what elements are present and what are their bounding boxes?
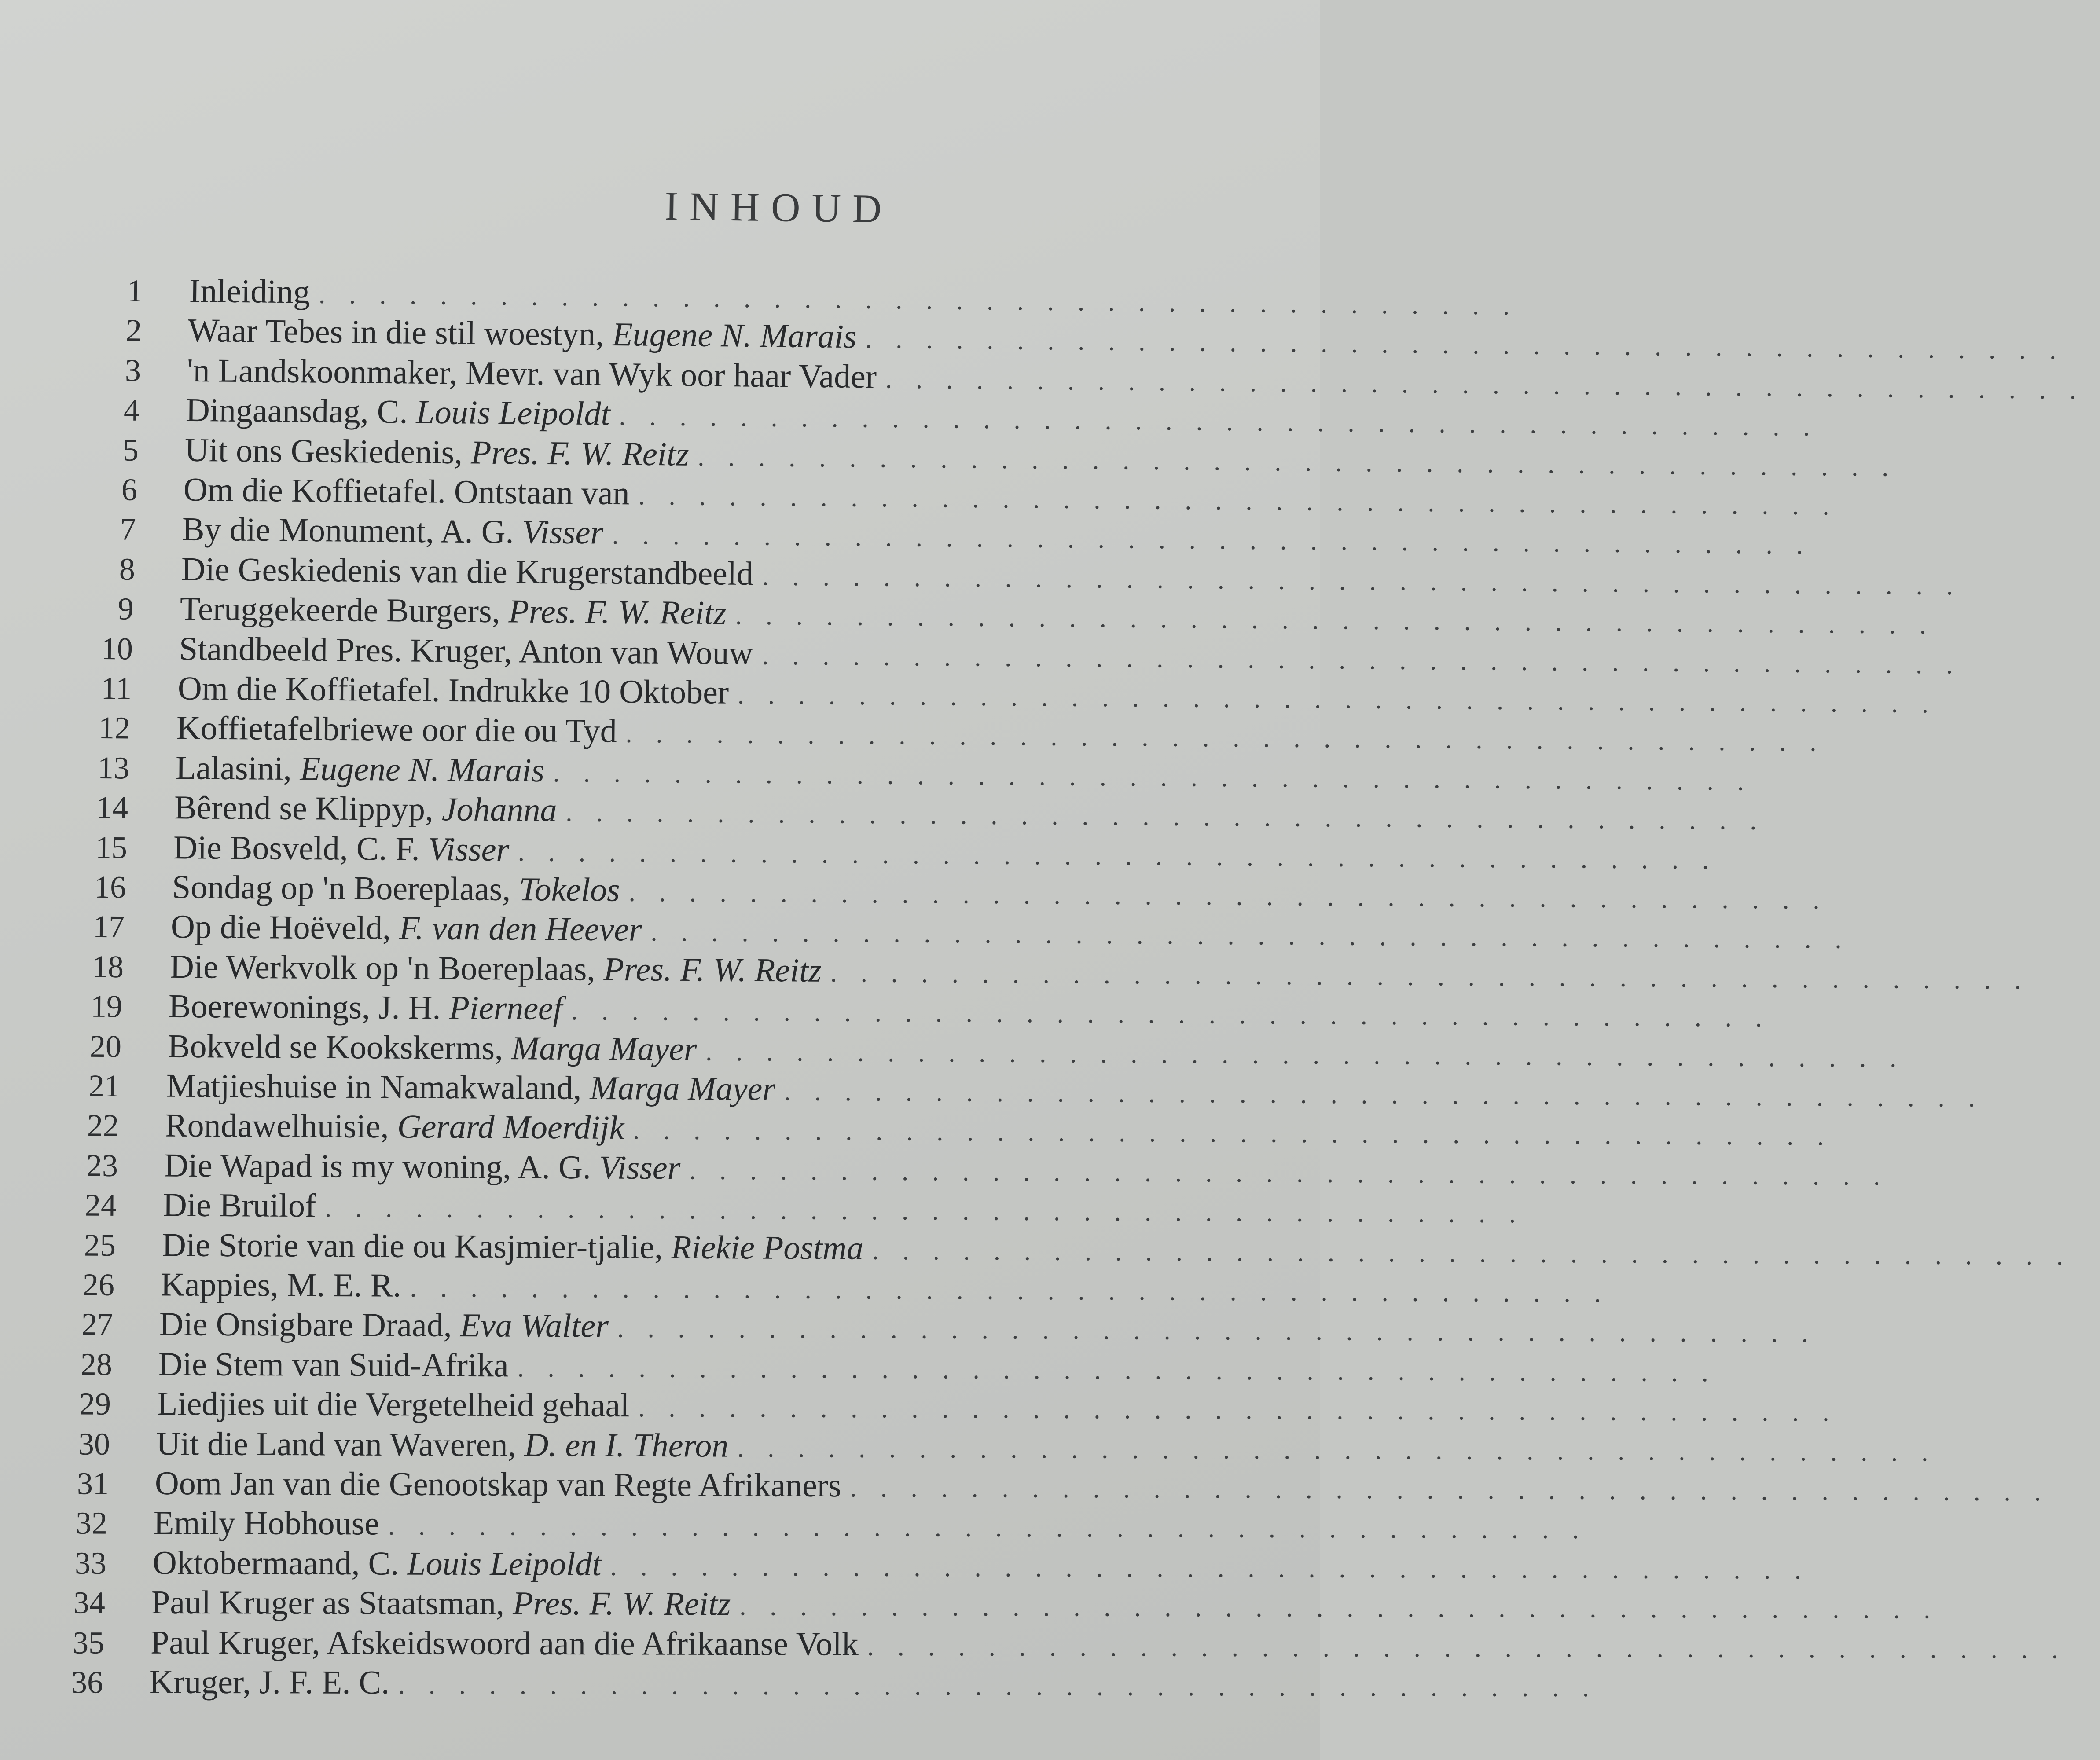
toc-entry	[26, 1185, 1540, 1229]
dot-leader: ........................................	[739, 1591, 1954, 1624]
toc-entry-number: 31	[77, 1466, 109, 1501]
toc-entry-number: 13	[97, 750, 130, 786]
dot-leader: ........................................	[553, 758, 1768, 796]
toc-entry-author: Eugene N. Marais	[612, 316, 857, 356]
toc-entry-author: Eugene N. Marais	[300, 750, 545, 789]
toc-entry-text	[180, 590, 727, 633]
dot-leader: ........................................	[638, 481, 1853, 521]
toc-entry-number: 32	[76, 1505, 108, 1541]
toc-entry-author: Eva Walter	[460, 1307, 609, 1345]
dot-leader: ........................................	[705, 1037, 1920, 1073]
toc-entry-author: Johanna	[441, 791, 558, 829]
toc-entry-text	[184, 431, 689, 473]
dot-leader: ........................................	[388, 1511, 1603, 1544]
toc-entry-text	[173, 829, 509, 869]
dot-leader: ........................................	[761, 641, 1977, 679]
dot-leader: ........................................	[784, 1077, 1999, 1113]
toc-entry-title: Paul Kruger as Staatsman,	[151, 1584, 513, 1622]
toc-entry-number: 23	[86, 1148, 118, 1183]
toc-entry-title: Koffietafelbriewe oor die ou Tyd	[176, 709, 617, 750]
toc-entry-text	[162, 1226, 863, 1267]
toc-entry-text	[187, 352, 877, 396]
toc-entry-title: Sondag op 'n Boereplaas,	[172, 869, 519, 908]
toc-entry	[40, 708, 1841, 757]
dot-leader: ........................................	[867, 1632, 2082, 1664]
toc-entry-text	[189, 272, 310, 312]
toc-entry-title: Kappies, M. E. R.	[160, 1266, 401, 1304]
toc-entry	[39, 748, 1768, 796]
toc-entry	[38, 788, 1781, 836]
toc-entry-author: Visser	[599, 1149, 681, 1187]
dot-leader: ........................................	[325, 1193, 1540, 1228]
toc-entry-author: Visser	[428, 830, 509, 868]
toc-entry-text	[166, 1067, 775, 1108]
toc-entry-title: Inleiding	[189, 272, 310, 311]
toc-entry-number: 7	[120, 511, 136, 547]
toc-entry-number: 34	[73, 1585, 106, 1621]
dot-leader: ........................................	[830, 958, 2045, 995]
toc-entry-author: Pierneef	[449, 989, 563, 1027]
toc-entry-text	[182, 510, 604, 552]
toc-entry-title: Bêrend se Klippyp,	[174, 789, 442, 828]
toc-entry-text	[181, 550, 753, 593]
toc-entry-author: Pres. F. W. Reitz	[508, 593, 727, 632]
dot-leader: ........................................	[638, 1393, 1853, 1427]
toc-entry-text	[175, 749, 544, 790]
toc-entry-author: Visser	[522, 513, 604, 551]
toc-entry-text	[161, 1265, 401, 1305]
toc-entry-title: Bokveld se Kookskerms,	[167, 1027, 511, 1067]
toc-entry-number: 10	[101, 631, 133, 667]
toc-entry-author: Louis Leipoldt	[416, 393, 611, 433]
toc-entry-number: 20	[89, 1028, 121, 1064]
toc-entry	[14, 1623, 2082, 1665]
dot-leader: ........................................	[872, 1236, 2087, 1271]
toc-entry-title: Kruger, J. F. E. C.	[149, 1663, 390, 1701]
toc-entry	[15, 1583, 1954, 1625]
toc-entry-number: 4	[123, 392, 140, 428]
toc-entry-text	[178, 669, 729, 711]
toc-entry-title: Die Geskiedenis van die Krugerstandbeeld	[181, 550, 754, 592]
dot-leader: ........................................	[737, 680, 1953, 719]
toc-entry	[34, 907, 1866, 954]
toc-entry-number: 21	[88, 1068, 121, 1104]
toc-entry-title: Oom Jan van die Genootskap van Regte Afrikaners	[154, 1465, 841, 1504]
toc-entry-title: Om die Koffietafel. Ontstaan van	[183, 471, 630, 512]
toc-entry-title: Matjieshuise in Namakwaland,	[166, 1067, 590, 1107]
toc-entry-number: 14	[96, 790, 128, 825]
toc-entry-text	[184, 471, 630, 513]
toc-entry	[42, 629, 1977, 679]
toc-entry-number: 18	[92, 949, 124, 985]
toc-entry-text	[149, 1663, 389, 1702]
toc-entry-title: Die Storie van die ou Kasjmier-tjalie,	[162, 1226, 671, 1266]
dot-leader: ........................................	[762, 561, 1977, 601]
toc-entry	[13, 1663, 1613, 1704]
toc-entry-number: 27	[81, 1306, 114, 1342]
toc-entry-author: Louis Leipoldt	[407, 1545, 602, 1583]
toc-entry-text	[153, 1544, 602, 1584]
page-title: INHOUD	[664, 183, 894, 231]
toc-entry-author: Pres. F. W. Reitz	[603, 950, 822, 989]
dot-leader: ........................................	[689, 1155, 1904, 1191]
toc-entry-author: Gerard Moerdijk	[397, 1108, 625, 1147]
toc-entry-title: Standbeeld Pres. Kruger, Anton van Wouw	[179, 630, 753, 672]
toc-entry	[17, 1503, 1603, 1546]
toc-entry	[33, 947, 2045, 995]
toc-entry-author: Riekie Postma	[671, 1228, 863, 1267]
toc-entry-text	[186, 391, 611, 433]
dot-leader: ........................................	[735, 601, 1950, 640]
toc-entry-title: Die Bosveld, C. F.	[173, 829, 428, 868]
toc-entry-number: 6	[121, 472, 138, 507]
dot-leader: ........................................	[319, 279, 1534, 321]
dot-leader: ........................................	[625, 719, 1841, 757]
toc-entry-text	[179, 630, 753, 672]
toc-entry-text	[151, 1584, 731, 1624]
toc-entry-number: 16	[94, 869, 126, 905]
toc-entry-title: Dingaansdag, C.	[185, 391, 417, 431]
toc-entry-number: 25	[84, 1227, 116, 1263]
toc-entry-text	[157, 1385, 630, 1425]
toc-entry-title: Uit die Land van Waveren,	[156, 1425, 525, 1463]
toc-entry-number: 35	[72, 1624, 104, 1661]
toc-entry-number: 24	[84, 1187, 117, 1223]
toc-entry-text	[165, 1107, 624, 1147]
toc-entry-number: 9	[117, 591, 134, 627]
toc-entry	[16, 1544, 1825, 1586]
toc-entry-title: Rondawelhuisie,	[165, 1107, 398, 1145]
dot-leader: ........................................	[650, 917, 1866, 954]
dot-leader: ........................................	[737, 1433, 1952, 1467]
toc-entry-number: 3	[125, 352, 141, 388]
toc-entry-number: 12	[99, 710, 131, 746]
toc-entry-title: Teruggekeerde Burgers,	[180, 590, 509, 630]
toc-entry-number: 5	[122, 432, 139, 468]
dot-leader: ........................................	[612, 521, 1827, 560]
toc-entry-author: Tokelos	[519, 871, 620, 909]
toc-entry-title: Liedjies uit die Vergetelheid gehaal	[157, 1385, 630, 1424]
toc-entry-number: 11	[101, 671, 132, 706]
toc-entry	[24, 1265, 1625, 1309]
dot-leader: ........................................	[398, 1670, 1613, 1702]
toc-entry-text	[159, 1305, 609, 1346]
toc-entry	[19, 1424, 1952, 1467]
toc-entry	[32, 986, 1786, 1033]
toc-entry	[30, 1066, 1999, 1113]
toc-entry-author: Pres. F. W. Reitz	[470, 434, 689, 473]
toc-entry-text	[164, 1146, 681, 1187]
toc-entry-number: 26	[82, 1267, 115, 1302]
toc-entry-title: Die Onsigbare Draad,	[159, 1305, 461, 1344]
toc-entry-title: Uit ons Geskiedenis,	[184, 431, 471, 471]
toc-entry-number: 33	[74, 1545, 106, 1581]
dot-leader: ........................................	[610, 1551, 1825, 1584]
toc-entry-author: Pres. F. W. Reitz	[513, 1585, 731, 1623]
toc-entry-title: By die Monument, A. G.	[182, 510, 523, 551]
toc-entry-author: D. en I. Theron	[524, 1426, 729, 1464]
toc-entry-title: Die Bruilof	[162, 1186, 316, 1225]
toc-entry-number: 19	[90, 988, 123, 1024]
toc-entry-number: 22	[87, 1108, 119, 1144]
toc-entry	[28, 1146, 1904, 1191]
toc-entry	[21, 1384, 1853, 1427]
toc-entry-title: Die Werkvolk op 'n Boereplaas,	[169, 948, 604, 988]
dot-leader: ........................................	[565, 798, 1781, 836]
toc-entry-number: 2	[126, 312, 142, 348]
toc-entry	[22, 1345, 1732, 1388]
dot-leader: ........................................	[518, 837, 1733, 875]
toc-entry-text	[154, 1504, 379, 1543]
toc-entry-title: Oktobermaand, C.	[152, 1544, 408, 1582]
dot-leader: ........................................	[633, 1115, 1848, 1151]
toc-entry-text	[171, 908, 642, 949]
toc-entry	[44, 589, 1950, 640]
dot-leader: ........................................	[517, 1353, 1732, 1387]
toc-entry-text	[158, 1345, 509, 1385]
toc-entry	[29, 1106, 1848, 1151]
toc-entry-title: Op die Hoëveld,	[171, 908, 400, 947]
toc-entry-number: 8	[119, 551, 136, 587]
toc-entry-author: Marga Mayer	[590, 1069, 776, 1108]
toc-entry-title: Emily Hobhouse	[154, 1504, 380, 1542]
toc-entry-title: Boerewonings, J. H.	[168, 987, 449, 1027]
toc-entry-title: Die Stem van Suid-Afrika	[158, 1346, 509, 1384]
toc-entry-number: 17	[93, 909, 125, 945]
toc-entry-text	[176, 709, 617, 751]
toc-entry	[41, 668, 1953, 719]
toc-entry-text	[163, 1186, 316, 1225]
dot-leader: ........................................	[571, 996, 1786, 1033]
dot-leader: ........................................	[885, 364, 2100, 405]
toc-entry-number: 29	[79, 1386, 111, 1422]
dot-leader: ........................................	[628, 877, 1843, 915]
dot-leader: ........................................	[617, 1314, 1832, 1348]
toc-entry-number: 15	[95, 829, 127, 865]
toc-entry	[37, 828, 1733, 875]
dot-leader: ........................................	[697, 442, 1913, 482]
dot-leader: ........................................	[850, 1473, 2065, 1507]
toc-entry-text	[169, 987, 562, 1028]
toc-entry-number: 36	[71, 1665, 103, 1700]
toc-entry-title: Lalasini,	[175, 749, 300, 787]
toc-entry-text	[172, 868, 620, 909]
toc-entry-author: Marga Mayer	[511, 1029, 697, 1068]
toc-entry-number: 28	[80, 1346, 112, 1382]
toc-entry-title: Waar Tebes in die stil woestyn,	[187, 312, 613, 353]
toc-entry	[36, 867, 1843, 915]
toc-entry-text	[167, 1027, 697, 1068]
dot-leader: ........................................	[865, 324, 2081, 365]
toc-entry-number: 30	[78, 1426, 110, 1462]
toc-entry-number: 1	[127, 273, 143, 308]
toc-entry-text	[155, 1464, 841, 1505]
toc-entry-text	[150, 1623, 858, 1663]
toc-entry-title: Om die Koffietafel. Indrukke 10 Oktober	[177, 670, 729, 711]
toc-entry-author: F. van den Heever	[399, 909, 642, 949]
toc-entry	[18, 1464, 2065, 1507]
toc-entry-title: Paul Kruger, Afskeidswoord aan die Afrikaanse Volk	[150, 1624, 859, 1663]
toc-entry-title: 'n Landskoonmaker, Mevr. van Wyk oor haar Vader	[187, 352, 877, 396]
toc-entry-text	[156, 1425, 728, 1465]
toc-entry	[31, 1027, 1920, 1073]
dot-leader: ........................................	[619, 401, 1834, 442]
dot-leader: ........................................	[410, 1273, 1625, 1308]
toc-entry-text	[188, 312, 857, 356]
toc-entry	[23, 1305, 1832, 1348]
toc-entry-text	[170, 948, 822, 990]
toc-entry-text	[174, 788, 557, 829]
toc-entry-title: Die Wapad is my woning, A. G.	[164, 1147, 599, 1186]
toc-entry	[25, 1225, 2087, 1271]
